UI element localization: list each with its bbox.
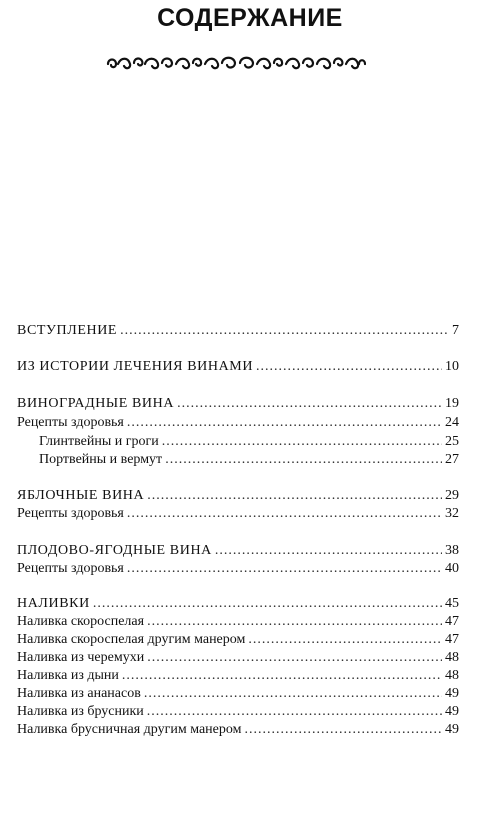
toc-entry-label: Наливка из дыни: [17, 668, 119, 683]
toc-entry-label: ПЛОДОВО-ЯГОДНЫЕ ВИНА: [17, 543, 212, 558]
toc-entry-label: НАЛИВКИ: [17, 596, 90, 611]
toc-entry-label: ИЗ ИСТОРИИ ЛЕЧЕНИЯ ВИНАМИ: [17, 359, 254, 374]
toc-entry-page: 49: [445, 704, 459, 719]
dot-leader: [147, 488, 442, 504]
toc-entry-port-vermouth: [17, 452, 459, 468]
dot-leader: [144, 686, 442, 702]
toc-entry-label: Рецепты здоровья: [17, 415, 124, 430]
dot-leader: [127, 506, 442, 522]
toc-entry-intro: [17, 323, 459, 339]
toc-entry-label: Наливка из брусники: [17, 704, 144, 719]
toc-entry-liqueur-7: [17, 722, 459, 738]
toc-entry-liqueur-4: [17, 668, 459, 684]
toc-entry-label: Глинтвейны и гроги: [39, 434, 159, 449]
toc-entry-liqueur-1: [17, 614, 459, 630]
toc-entry-page: 27: [445, 452, 459, 467]
toc-entry-recipes-3: [17, 561, 459, 577]
dot-leader: [215, 543, 442, 559]
toc-entry-liqueur-6: [17, 704, 459, 720]
dot-leader: [122, 668, 442, 684]
toc-entry-liqueur-2: [17, 632, 459, 648]
toc-entry-page: 48: [445, 668, 459, 683]
toc-entry-grape-wines: [17, 396, 459, 412]
toc-entry-history: [17, 359, 459, 375]
toc-entry-label: Рецепты здоровья: [17, 561, 124, 576]
toc-entry-label: Портвейны и вермут: [39, 452, 163, 467]
toc-entry-label: ВСТУПЛЕНИЕ: [17, 323, 118, 338]
dot-leader: [93, 596, 442, 612]
toc-entry-label: Рецепты здоровья: [17, 506, 124, 521]
toc-entry-recipes-1: [17, 415, 459, 431]
toc-entry-fruit-berry-wines: [17, 543, 459, 559]
toc-entry-page: 48: [445, 650, 459, 665]
toc-entry-label: Наливка из черемухи: [17, 650, 145, 665]
toc-entry-recipes-2: [17, 506, 459, 522]
toc-entry-page: 47: [445, 632, 459, 647]
dot-leader: [120, 323, 449, 339]
toc-entry-label: Наливка скороспелая: [17, 614, 145, 629]
dot-leader: [147, 650, 442, 666]
toc-entry-page: 24: [445, 415, 459, 430]
toc-entry-page: 7: [452, 323, 459, 338]
dot-leader: [177, 396, 442, 412]
dot-leader: [162, 434, 442, 450]
toc-entry-label: Наливка из ананасов: [17, 686, 141, 701]
toc-entry-label: Наливка скороспелая другим манером: [17, 632, 246, 647]
dot-leader: [248, 632, 442, 648]
toc-entry-page: 40: [445, 561, 459, 576]
toc-entry-label: Наливка брусничная другим манером: [17, 722, 242, 737]
toc-entry-page: 19: [445, 396, 459, 411]
decorative-ornament: [104, 50, 366, 76]
toc-entry-liqueur-3: [17, 650, 459, 666]
toc-entry-liqueur-5: [17, 686, 459, 702]
toc-entry-page: 45: [445, 596, 459, 611]
toc-entry-page: 25: [445, 434, 459, 449]
toc-entry-page: 49: [445, 686, 459, 701]
toc-entry-liqueurs: [17, 596, 459, 612]
toc-entry-page: 10: [445, 359, 459, 374]
dot-leader: [147, 614, 442, 630]
toc-entry-page: 38: [445, 543, 459, 558]
dot-leader: [244, 722, 442, 738]
dot-leader: [256, 359, 442, 375]
toc-entry-apple-wines: [17, 488, 459, 504]
dot-leader: [127, 415, 442, 431]
page-title: СОДЕРЖАНИЕ: [157, 4, 343, 32]
toc-entry-page: 32: [445, 506, 459, 521]
toc-entry-page: 47: [445, 614, 459, 629]
toc-entry-page: 29: [445, 488, 459, 503]
dot-leader: [165, 452, 442, 468]
toc-entry-mulled-wine: [17, 434, 459, 450]
dot-leader: [127, 561, 442, 577]
dot-leader: [147, 704, 442, 720]
toc-entry-label: ЯБЛОЧНЫЕ ВИНА: [17, 488, 145, 503]
toc-entry-page: 49: [445, 722, 459, 737]
toc-entry-label: ВИНОГРАДНЫЕ ВИНА: [17, 396, 175, 411]
